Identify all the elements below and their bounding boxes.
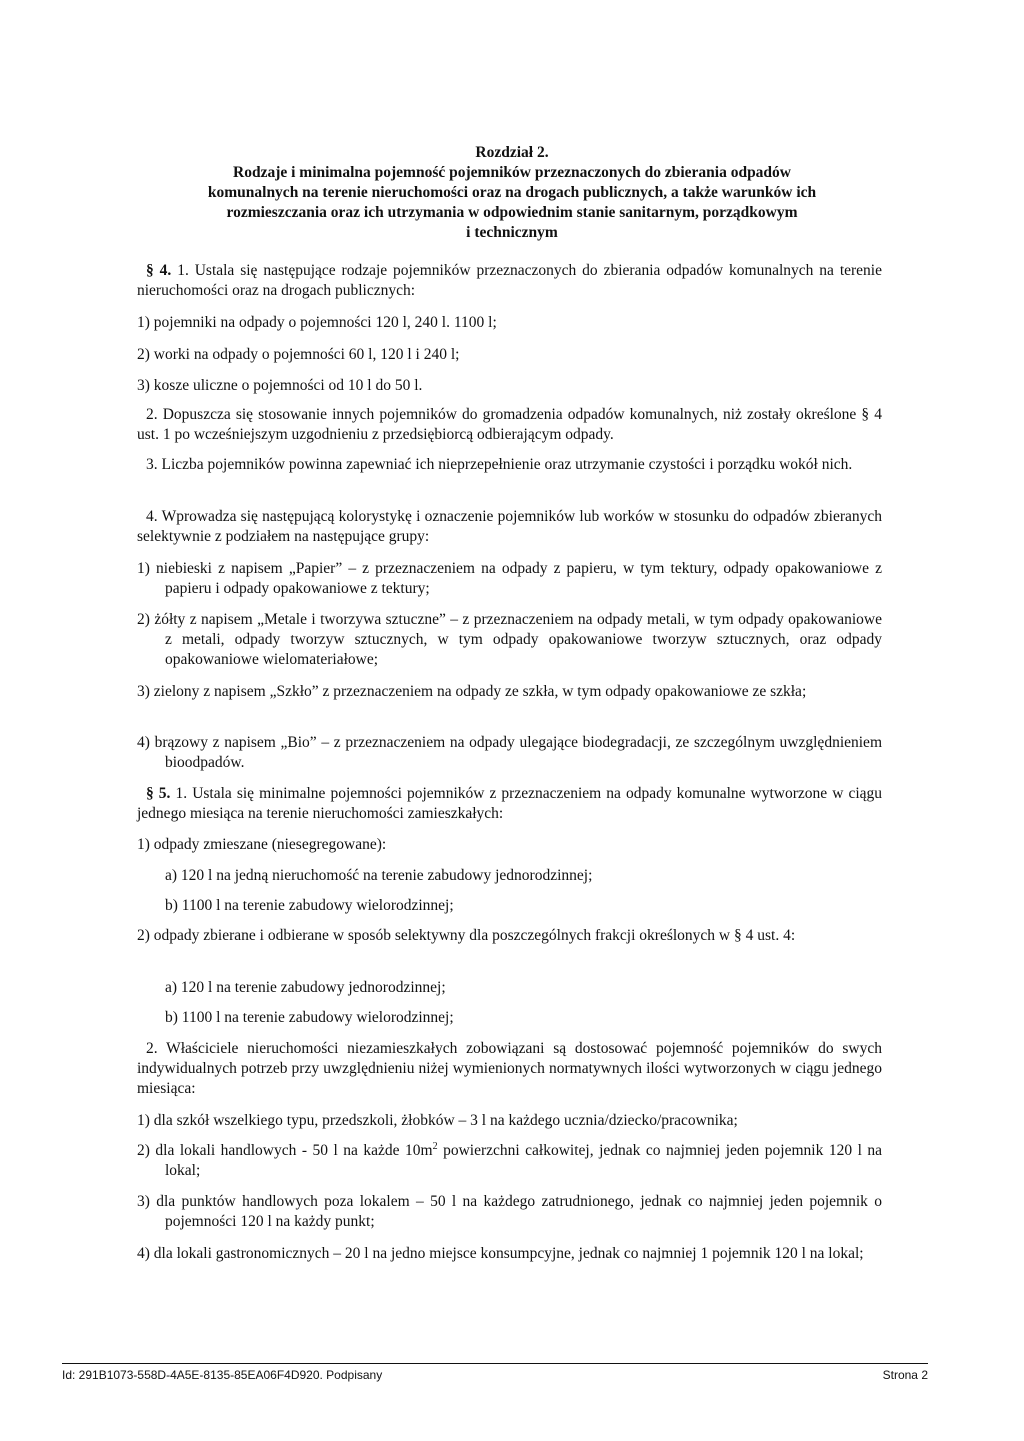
list-item: 1) odpady zmieszane (niesegregowane): <box>137 836 387 853</box>
section-5-paragraph-2: 2. Właściciele nieruchomości niezamieszkałych zobowiązani są dostosować pojemność pojemników do swych indywidualnych potrzeb przy uwzględnieniu niżej wymienionych normatywnych ilości wytworzonych w ciągu jednego miesiąca: <box>137 1040 882 1097</box>
list-item-text: 2) dla lokali handlowych - 50 l na każde 10m <box>137 1142 433 1159</box>
sub-list-item: b) 1100 l na terenie zabudowy wielorodzinnej; <box>165 1009 454 1026</box>
section-4-paragraph-4: 4. Wprowadza się następującą kolorystykę i oznaczenie pojemników lub worków w stosunku do odpadów zbieranych selektywnie z podziałem na następujące grupy: <box>137 508 882 545</box>
list-item-text: powierzchni całkowitej, jednak co najmniej jeden pojemnik 120 l na lokal; <box>165 1142 882 1179</box>
chapter-heading <box>150 143 874 243</box>
list-item: 2) odpady zbierane i odbierane w sposób selektywny dla poszczególnych frakcji określonych w § 4 ust. 4: <box>137 927 796 944</box>
document-id: Id: 291B1073-558D-4A5E-8135-85EA06F4D920. Podpisany <box>62 1368 383 1382</box>
section-4-paragraph-3: 3. Liczba pojemników powinna zapewniać ich nieprzepełnienie oraz utrzymanie czystości i porządku wokół nich. <box>146 456 853 473</box>
list-item: 3) kosze uliczne o pojemności od 10 l do 50 l. <box>137 377 423 394</box>
chapter-subtitle-line: komunalnych na terenie nieruchomości oraz na drogach publicznych, a także warunków ich <box>207 184 817 201</box>
paragraph-number: 1. <box>177 262 189 279</box>
paragraph-number: 1. <box>175 785 188 802</box>
chapter-subtitle-line: rozmieszczania oraz ich utrzymania w odpowiednim stanie sanitarnym, porządkowym <box>226 204 798 221</box>
section-4-paragraph-2: 2. Dopuszcza się stosowanie innych pojemników do gromadzenia odpadów komunalnych, niż zostały określone § 4 ust. 1 po wcześniejszym uzgodnieniu z przedsiębiorcą odbierającym odpady. <box>137 406 882 443</box>
section-4-paragraph-1 <box>137 261 882 301</box>
paragraph-text: Ustala się minimalne pojemności pojemników z przeznaczeniem na odpady komunalne wytworzone w ciągu jednego miesiąca na terenie nieruchomości zamieszkałych: <box>137 785 883 822</box>
section-4-mark: § 4. <box>146 262 172 279</box>
list-item: 3) zielony z napisem „Szkło” z przeznaczeniem na odpady ze szkła, w tym odpady opakowaniowe ze szkła; <box>137 683 807 700</box>
superscript: 2 <box>432 1140 438 1152</box>
chapter-title: Rozdział 2. <box>475 144 549 161</box>
list-item: 2) żółty z napisem „Metale i tworzywa sztuczne” – z przeznaczeniem na odpady metali, w tym odpady opakowaniowe z metali, odpady tworzyw sztucznych, w tym odpady opakowaniowe tworzyw sztucznych, oraz odpady opakowaniowe wielomateriałowe; <box>137 611 882 668</box>
sub-list-item: a) 120 l na jedną nieruchomość na terenie zabudowy jednorodzinnej; <box>165 867 593 884</box>
page-number: Strona 2 <box>882 1368 928 1382</box>
paragraph-text: Ustala się następujące rodzaje pojemników przeznaczonych do zbierania odpadów komunalnych na terenie nieruchomości oraz na drogach publicznych: <box>137 262 882 299</box>
sub-list-item: b) 1100 l na terenie zabudowy wielorodzinnej; <box>165 897 454 914</box>
list-item: 4) dla lokali gastronomicznych – 20 l na jedno miejsce konsumpcyjne, jednak co najmniej 1 pojemnik 120 l na lokal; <box>137 1245 864 1262</box>
list-item: 1) pojemniki na odpady o pojemności 120 l, 240 l. 1100 l; <box>137 314 497 331</box>
list-item: 4) brązowy z napisem „Bio” – z przeznaczeniem na odpady ulegające biodegradacji, ze szczególnym uwzględnieniem bioodpadów. <box>137 734 882 771</box>
section-5-mark: § 5. <box>146 785 171 802</box>
list-item <box>137 1141 882 1181</box>
footer-divider <box>62 1363 928 1364</box>
sub-list-item: a) 120 l na terenie zabudowy jednorodzinnej; <box>165 979 446 996</box>
chapter-subtitle-line: Rodzaje i minimalna pojemność pojemników przeznaczonych do zbierania odpadów <box>233 164 791 181</box>
list-item: 3) dla punktów handlowych poza lokalem – 50 l na każdego zatrudnionego, jednak co najmniej jeden pojemnik o pojemności 120 l na każdy punkt; <box>137 1193 882 1230</box>
list-item: 1) dla szkół wszelkiego typu, przedszkoli, żłobków – 3 l na każdego ucznia/dziecko/pracownika; <box>137 1112 738 1129</box>
list-item: 1) niebieski z napisem „Papier” – z przeznaczeniem na odpady z papieru, w tym tektury, odpady opakowaniowe z papieru i odpady opakowaniowe z tektury; <box>137 560 882 597</box>
section-5-paragraph-1 <box>137 784 882 824</box>
list-item: 2) worki na odpady o pojemności 60 l, 120 l i 240 l; <box>137 346 460 363</box>
chapter-subtitle-line: i technicznym <box>466 224 558 241</box>
